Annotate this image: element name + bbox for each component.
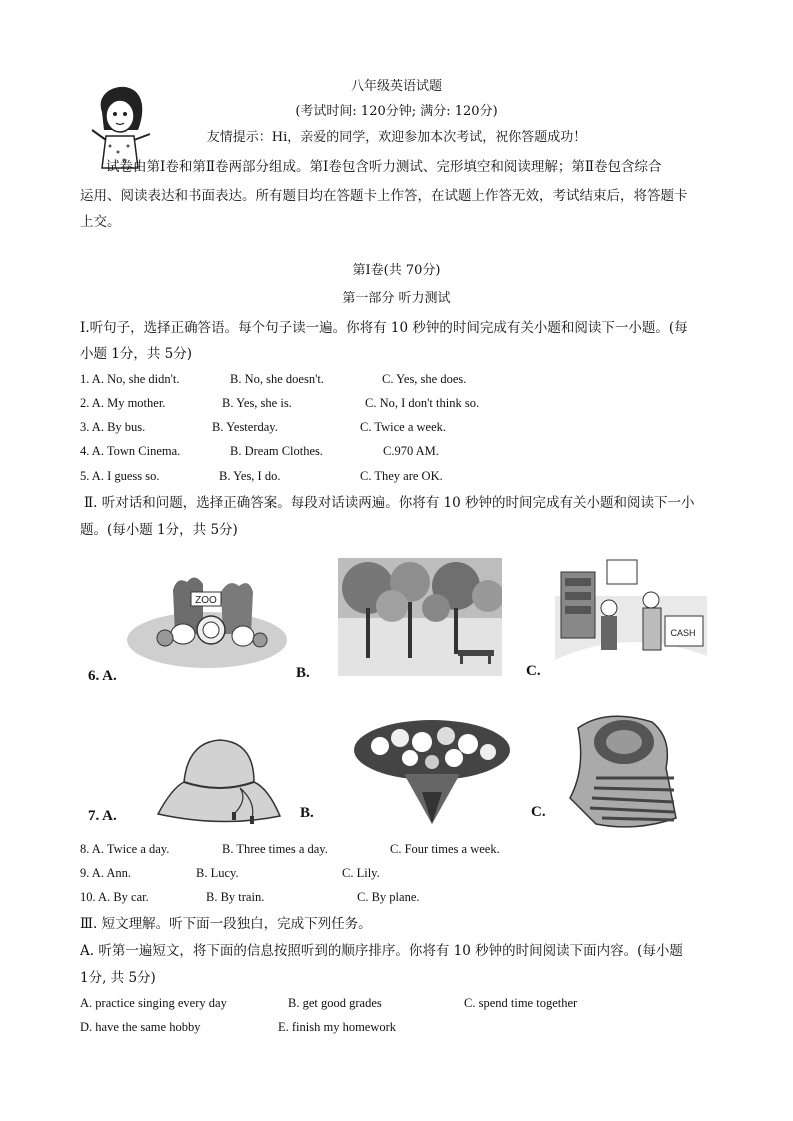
q4-option-a: 4. A. Town Cinema. bbox=[80, 444, 181, 458]
q5-option-c: C. They are OK. bbox=[360, 469, 443, 483]
q5-option-b: B. Yes, I do. bbox=[219, 469, 281, 483]
q9-option-c: C. Lily. bbox=[342, 866, 380, 880]
q3-option-c: C. Twice a week. bbox=[360, 420, 447, 434]
q2-option-c: C. No, I don't think so. bbox=[365, 396, 480, 410]
q6-label-c: C. bbox=[526, 663, 541, 679]
shop-image bbox=[547, 556, 712, 668]
q7-label-b: B. bbox=[300, 805, 314, 821]
s3-option-e: E. finish my homework bbox=[278, 1020, 397, 1034]
intro-line-3: 上交。 bbox=[80, 214, 121, 230]
intro-line-2: 运用、阅读表达和书面表达。所有题目均在答题卡上作答，在试题上作答无效，考试结束后，将答题卡 bbox=[80, 188, 688, 204]
park-image bbox=[338, 558, 502, 676]
q1-option-a: 1. A. No, she didn't. bbox=[80, 372, 180, 386]
s3-option-a: A. practice singing every day bbox=[80, 996, 227, 1010]
q2-option-a: 2. A. My mother. bbox=[80, 396, 166, 410]
q3-option-a: 3. A. By bus. bbox=[80, 420, 146, 434]
q8-option-c: C. Four times a week. bbox=[390, 842, 500, 856]
q4-option-b: B. Dream Clothes. bbox=[230, 444, 324, 458]
section1-instruction-1: Ⅰ.听句子，选择正确答语。每个句子读一遍。你将有 10 秒钟的时间完成有关小题和阅读下一小题。(每 bbox=[80, 320, 688, 336]
scarf-image bbox=[566, 708, 680, 832]
zoo-animals-image bbox=[125, 572, 290, 672]
section1-instruction-2: 小题 1分，共 5分) bbox=[80, 346, 193, 362]
s3-option-c: C. spend time together bbox=[464, 996, 578, 1010]
hat-image bbox=[152, 730, 284, 826]
volume-title: 第Ⅰ卷(共 70分) bbox=[352, 263, 441, 278]
zoo-sign-text: ZOO bbox=[195, 595, 217, 606]
section3-title: Ⅲ. 短文理解。听下面一段独白，完成下列任务。 bbox=[80, 916, 372, 932]
s3-option-d: D. have the same hobby bbox=[80, 1020, 201, 1034]
part1-title: 第一部分 听力测试 bbox=[342, 291, 451, 306]
cash-sign-text: CASH bbox=[670, 628, 696, 638]
q3-option-b: B. Yesterday. bbox=[212, 420, 278, 434]
q9-option-b: B. Lucy. bbox=[196, 866, 239, 880]
intro-line-1: 试卷由第Ⅰ卷和第Ⅱ卷两部分组成。第Ⅰ卷包含听力测试、完形填空和阅读理解；第Ⅱ卷包含综合 bbox=[106, 159, 662, 175]
section3-instruction-2: 1分, 共 5分) bbox=[80, 970, 156, 986]
s3-option-b: B. get good grades bbox=[288, 996, 382, 1010]
q10-option-b: B. By train. bbox=[206, 890, 265, 904]
q6-label-b: B. bbox=[296, 665, 310, 681]
greeting-tip: 友情提示：Hi，亲爱的同学，欢迎参加本次考试，祝你答题成功！ bbox=[206, 130, 587, 145]
q1-option-b: B. No, she doesn't. bbox=[230, 372, 324, 386]
q7-label-c: C. bbox=[531, 804, 546, 820]
q7-label-a: 7. A. bbox=[88, 808, 117, 824]
q10-option-c: C. By plane. bbox=[357, 890, 420, 904]
section2-instruction-2: 题。(每小题 1分，共 5分) bbox=[80, 522, 238, 538]
section3-instruction-1: A. 听第一遍短文，将下面的信息按照听到的顺序排序。你将有 10 秒钟的时间阅读下面内容。(每小题 bbox=[80, 943, 683, 959]
exam-subtitle: (考试时间: 120分钟; 满分: 120分) bbox=[295, 104, 498, 119]
q8-option-a: 8. A. Twice a day. bbox=[80, 842, 170, 856]
q6-label-a: 6. A. bbox=[88, 668, 117, 684]
q4-option-c: C.970 AM. bbox=[383, 444, 439, 458]
q2-option-b: B. Yes, she is. bbox=[222, 396, 292, 410]
q1-option-c: C. Yes, she does. bbox=[382, 372, 467, 386]
q8-option-b: B. Three times a day. bbox=[222, 842, 328, 856]
section2-instruction-1: Ⅱ. 听对话和问题，选择正确答案。每段对话读两遍。你将有 10 秒钟的时间完成有关小题和阅读下一小 bbox=[84, 495, 695, 511]
exam-title: 八年级英语试题 bbox=[350, 79, 442, 94]
q10-option-a: 10. A. By car. bbox=[80, 890, 149, 904]
q5-option-a: 5. A. I guess so. bbox=[80, 469, 160, 483]
flowers-image bbox=[350, 712, 514, 828]
q9-option-a: 9. A. Ann. bbox=[80, 866, 132, 880]
